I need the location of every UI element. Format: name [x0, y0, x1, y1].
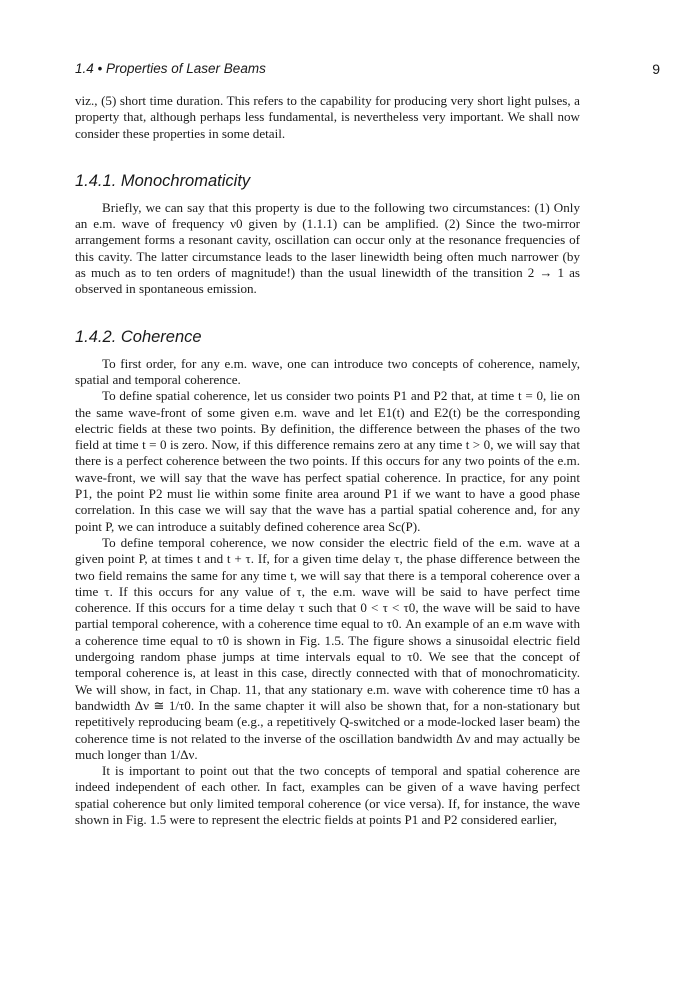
- page-body: [75, 93, 580, 828]
- running-header: [75, 61, 660, 81]
- coherence-paragraph-1: To first order, for any e.m. wave, one can introduce two concepts of coherence, namely, spatial and temporal coherence.: [75, 355, 580, 387]
- monochromaticity-paragraph: Briefly, we can say that this property is due to the following two circumstances: (1) Only an e.m. wave of frequency ν0 given by (1.1.1) can be amplified. (2) Since the two-mirror arrangement forms a resonant cavity, oscillation can occur only at the resonance frequencies of this cavity. The latter circumstance leads to the laser linewidth being often much narrower (by as much as to ten orders of magnitude!) than the usual linewidth of the transition 2 → 1 as observed in spontaneous emission.: [75, 199, 580, 297]
- coherence-paragraph-2: To define spatial coherence, let us consider two points P1 and P2 that, at time t = 0, lie on the same wave-front of some given e.m. wave and let E1(t) and E2(t) be the corresponding electric fields at these two points. By definition, the difference between the phases of the two field at time t = 0 is zero. Now, if this difference remains zero at any time t > 0, we will say that there is a perfect coherence between the two points. If this occurs for any two points of the e.m. wave-front, we will say that the wave has perfect spatial coherence. In practice, for any point P1, the point P2 must lie within some finite area around P1 if we want to have a good phase correlation. In this case we will say that the wave has a partial spatial coherence and, for any point P, we can introduce a suitably defined coherence area Sc(P).: [75, 388, 580, 534]
- coherence-paragraph-4: It is important to point out that the two concepts of temporal and spatial coherence are indeed independent of each other. In fact, examples can be given of a wave having perfect spatial coherence but only limited temporal coherence (or vice versa). If, for instance, the wave shown in Fig. 1.5 were to represent the electric fields at points P1 and P2 considered earlier,: [75, 763, 580, 827]
- section-heading-coherence: 1.4.2. Coherence: [75, 327, 202, 346]
- coherence-paragraph-3: To define temporal coherence, we now consider the electric field of the e.m. wave at a given point P, at times t and t + τ. If, for a given time delay τ, the phase difference between the two field remains the same for any time t, we will say that there is a temporal coherence over a time τ. If this occurs for any value of τ, the e.m. wave will be said to have perfect time coherence. If this occurs for a time delay τ such that 0 < τ < τ0, the wave will be said to have partial temporal coherence, with a coherence time equal to τ0. An example of an e.m wave with a coherence time equal to τ0 is shown in Fig. 1.5. The figure shows a sinusoidal electric field undergoing random phase jumps at time intervals equal to τ0. We see that the concept of temporal coherence is, at least in this case, directly connected with that of monochromaticity. We will show, in fact, in Chap. 11, that any stationary e.m. wave with coherence time τ0 has a bandwidth Δν ≅ 1/τ0. In the same chapter it will also be shown that, for a non-stationary but repetitively reproducing beam (e.g., a repetitively Q-switched or a mode-locked laser beam) the coherence time is not related to the inverse of the oscillation bandwidth Δν and may actually be much longer than 1/Δν.: [75, 534, 580, 762]
- running-title: 1.4 • Properties of Laser Beams: [75, 61, 266, 76]
- section-heading-monochromaticity: 1.4.1. Monochromaticity: [75, 171, 251, 190]
- intro-paragraph: viz., (5) short time duration. This refers to the capability for producing very short light pulses, a property that, although perhaps less fundamental, is nevertheless very important. We shall now consider these properties in some detail.: [75, 93, 580, 141]
- page-number: 9: [652, 61, 660, 77]
